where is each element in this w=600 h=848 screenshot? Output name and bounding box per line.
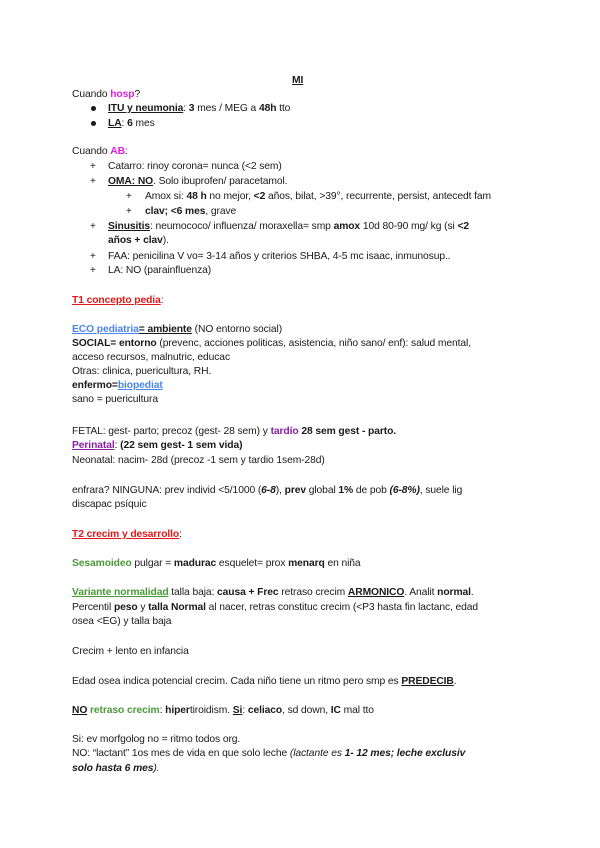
text-run: 3: [188, 103, 195, 114]
t2-lactant: [72, 747, 465, 760]
text-run: mes: [132, 118, 155, 129]
plus-bullet-icon: +: [90, 176, 96, 187]
text-run: OMA: NO: [108, 176, 154, 187]
text-run: esquelet= prox: [216, 558, 289, 569]
text-run: (prevenc, acciones politicas, asistencia, niño sano/ enf): salud mental,: [156, 338, 471, 349]
hosp-bullet-la: [108, 117, 155, 130]
text-run: al nacer, retras constituc crecim (<P3 hasta fin lactanc, edad: [205, 602, 479, 613]
text-run: no mejor,: [206, 191, 254, 202]
text-run: , grave: [205, 206, 237, 217]
text-run: NO: “lactant” 1os mes de vida en que solo leche: [72, 748, 290, 759]
page-title: MI: [292, 75, 304, 86]
text-run: madurac: [173, 558, 217, 569]
text-run: 6: [127, 118, 133, 129]
text-run: amox: [333, 221, 361, 232]
text-run: biopediat: [117, 380, 163, 391]
text-run: :: [179, 529, 182, 540]
text-run: (lactante es: [289, 748, 345, 759]
text-run: celiaco: [247, 705, 283, 716]
t1-heading: [72, 294, 163, 307]
text-run: Si: [232, 705, 243, 716]
text-run: IC: [330, 705, 341, 716]
text-run: Percentil: [72, 602, 114, 613]
text-run: :: [183, 103, 189, 114]
text-run: (6-8%): [389, 485, 420, 496]
text-run: prev: [284, 485, 306, 496]
text-run: (NO entorno social): [191, 324, 283, 335]
text-run: años, bilat, >39°, recurrente, persist, antecedt fam: [265, 191, 491, 202]
text-run: :: [114, 440, 121, 451]
plus-bullet-icon: +: [126, 191, 132, 202]
text-run: 1- 12 mes; leche exclusiv: [344, 748, 466, 759]
t1-discapac: discapac psíquic: [72, 499, 147, 510]
ab-sinusitis-cont: [108, 234, 169, 247]
plus-bullet-icon: +: [90, 161, 96, 172]
text-run: Cuando: [72, 146, 111, 157]
text-run: hosp: [110, 89, 135, 100]
text-run: mes / MEG a: [194, 103, 259, 114]
t2-sesamoideo: [72, 557, 361, 570]
text-run: 1%: [338, 485, 354, 496]
ab-oma: [108, 175, 287, 188]
text-run: <2: [457, 221, 469, 232]
t1-eco: [72, 323, 282, 336]
t2-percentil-cont: osea <EG) y talla baja: [72, 616, 172, 627]
text-run: 48 h: [186, 191, 207, 202]
text-run: = ambiente: [138, 324, 192, 335]
text-run: T2 crecim y desarrollo: [72, 529, 180, 540]
text-run: LA: [108, 118, 122, 129]
ab-faa: FAA: penicilina V vo= 3-14 años y criterios SHBA, 4-5 mc isaac, inmunosup..: [108, 251, 451, 262]
text-run: pulgar =: [131, 558, 174, 569]
text-run: mal tto: [340, 705, 374, 716]
t1-social-cont: acceso recursos, malnutric, educac: [72, 352, 230, 363]
text-run: Variante normalidad: [72, 587, 169, 598]
text-run: retraso crecim: [278, 587, 348, 598]
text-run: ),: [275, 485, 285, 496]
text-run: talla Normal: [148, 602, 206, 613]
t2-edad-osea: [72, 675, 457, 688]
t1-otras: Otras: clinica, puericultura, RH.: [72, 366, 212, 377]
text-run: enfrara? NINGUNA: prev individ <5/1000 (: [72, 485, 262, 496]
text-run: FETAL: gest- parto; precoz (gest- 28 sem) y: [72, 426, 271, 437]
hosp-bullet-itu: [108, 102, 290, 115]
t2-no-retraso: [72, 704, 374, 717]
bullet-dot-icon: [91, 121, 96, 126]
bullet-dot-icon: [91, 106, 96, 111]
text-run: normal: [437, 587, 471, 598]
text-run: Cuando: [72, 89, 111, 100]
text-run: talla baja:: [168, 587, 218, 598]
text-run: tto: [276, 103, 291, 114]
text-run: :: [159, 705, 166, 716]
text-run: . Solo ibuprofen/ paracetamol.: [153, 176, 288, 187]
plus-bullet-icon: +: [90, 265, 96, 276]
ab-catarro: Catarro: rinoy corona= nunca (<2 sem): [108, 161, 282, 172]
text-run: ?: [134, 89, 141, 100]
text-run: NO: [72, 705, 88, 716]
text-run: global: [305, 485, 339, 496]
text-run: , sd down,: [282, 705, 331, 716]
t2-heading: [72, 528, 182, 541]
text-run: años + clav: [108, 235, 163, 246]
text-run: SOCIAL= entorno: [72, 338, 157, 349]
text-run: tardío: [270, 426, 299, 437]
plus-bullet-icon: +: [90, 221, 96, 232]
text-run: :: [160, 295, 164, 306]
ab-la: LA: NO (parainfluenza): [108, 265, 212, 276]
text-run: .: [470, 587, 474, 598]
text-run: hiper: [165, 705, 190, 716]
text-run: ARMONICO: [347, 587, 405, 598]
t2-si: Si: ev morfgolog no = ritmo todos org.: [72, 734, 241, 745]
text-run: AB: [110, 146, 125, 157]
text-run: T1 concepto pedia: [72, 295, 161, 306]
t1-enfrara: [72, 484, 462, 497]
ab-sinusitis: [108, 220, 469, 233]
text-run: ).: [153, 763, 160, 774]
text-run: peso: [113, 602, 138, 613]
text-run: ITU y neumonia: [108, 103, 184, 114]
t2-variante: [72, 586, 474, 599]
text-run: tiroidism.: [189, 705, 233, 716]
text-run: :: [242, 705, 248, 716]
plus-bullet-icon: +: [126, 206, 132, 217]
text-run: Sinusitis: [108, 221, 151, 232]
text-run: 6-8: [261, 485, 276, 496]
ab-question: [72, 145, 128, 158]
text-run: 28 sem gest - parto.: [298, 426, 397, 437]
text-run: PREDECIB: [401, 676, 454, 687]
text-run: Perinatal: [72, 440, 115, 451]
text-run: y: [137, 602, 149, 613]
t1-fetal: [72, 425, 396, 438]
text-run: ).: [162, 235, 169, 246]
text-run: :: [121, 118, 128, 129]
text-run: : neumococo/ influenza/ moraxella= smp: [150, 221, 334, 232]
text-run: (22 sem gest- 1 sem vida): [120, 440, 243, 451]
text-run: , suele lig: [419, 485, 463, 496]
text-run: enfermo=: [72, 380, 118, 391]
text-run: Amox si:: [145, 191, 187, 202]
t1-enfermo: [72, 379, 163, 392]
text-run: ECO pediatria: [72, 324, 139, 335]
t2-crecim: Crecim + lento en infancia: [72, 646, 189, 657]
text-run: 48h: [258, 103, 277, 114]
text-run: causa + Frec: [217, 587, 279, 598]
text-run: Edad osea indica potencial crecim. Cada niño tiene un ritmo pero smp es: [72, 676, 402, 687]
t2-lactant-cont: [72, 762, 159, 775]
ab-amox: [145, 190, 491, 203]
t1-social: [72, 337, 471, 350]
text-run: menarq: [288, 558, 325, 569]
t1-perinatal: [72, 439, 242, 452]
hosp-question: [72, 88, 140, 101]
text-run: en niña: [324, 558, 361, 569]
text-run: :: [124, 146, 128, 157]
text-run: .: [453, 676, 457, 687]
text-run: . Analit: [404, 587, 438, 598]
text-run: de pob: [353, 485, 390, 496]
text-run: clav; <6 mes: [145, 206, 206, 217]
text-run: <2: [253, 191, 266, 202]
t1-sano: sano = puericultura: [72, 394, 158, 405]
text-run: 10d 80-90 mg/ kg (si: [360, 221, 458, 232]
t1-neonatal: Neonatal: nacim- 28d (precoz -1 sem y tardio 1sem-28d): [72, 455, 325, 466]
ab-clav: [145, 205, 236, 218]
text-run: retraso crecim: [87, 705, 160, 716]
text-run: Sesamoideo: [72, 558, 132, 569]
t2-percentil: [72, 601, 478, 614]
text-run: solo hasta 6 mes: [72, 763, 154, 774]
plus-bullet-icon: +: [90, 251, 96, 262]
